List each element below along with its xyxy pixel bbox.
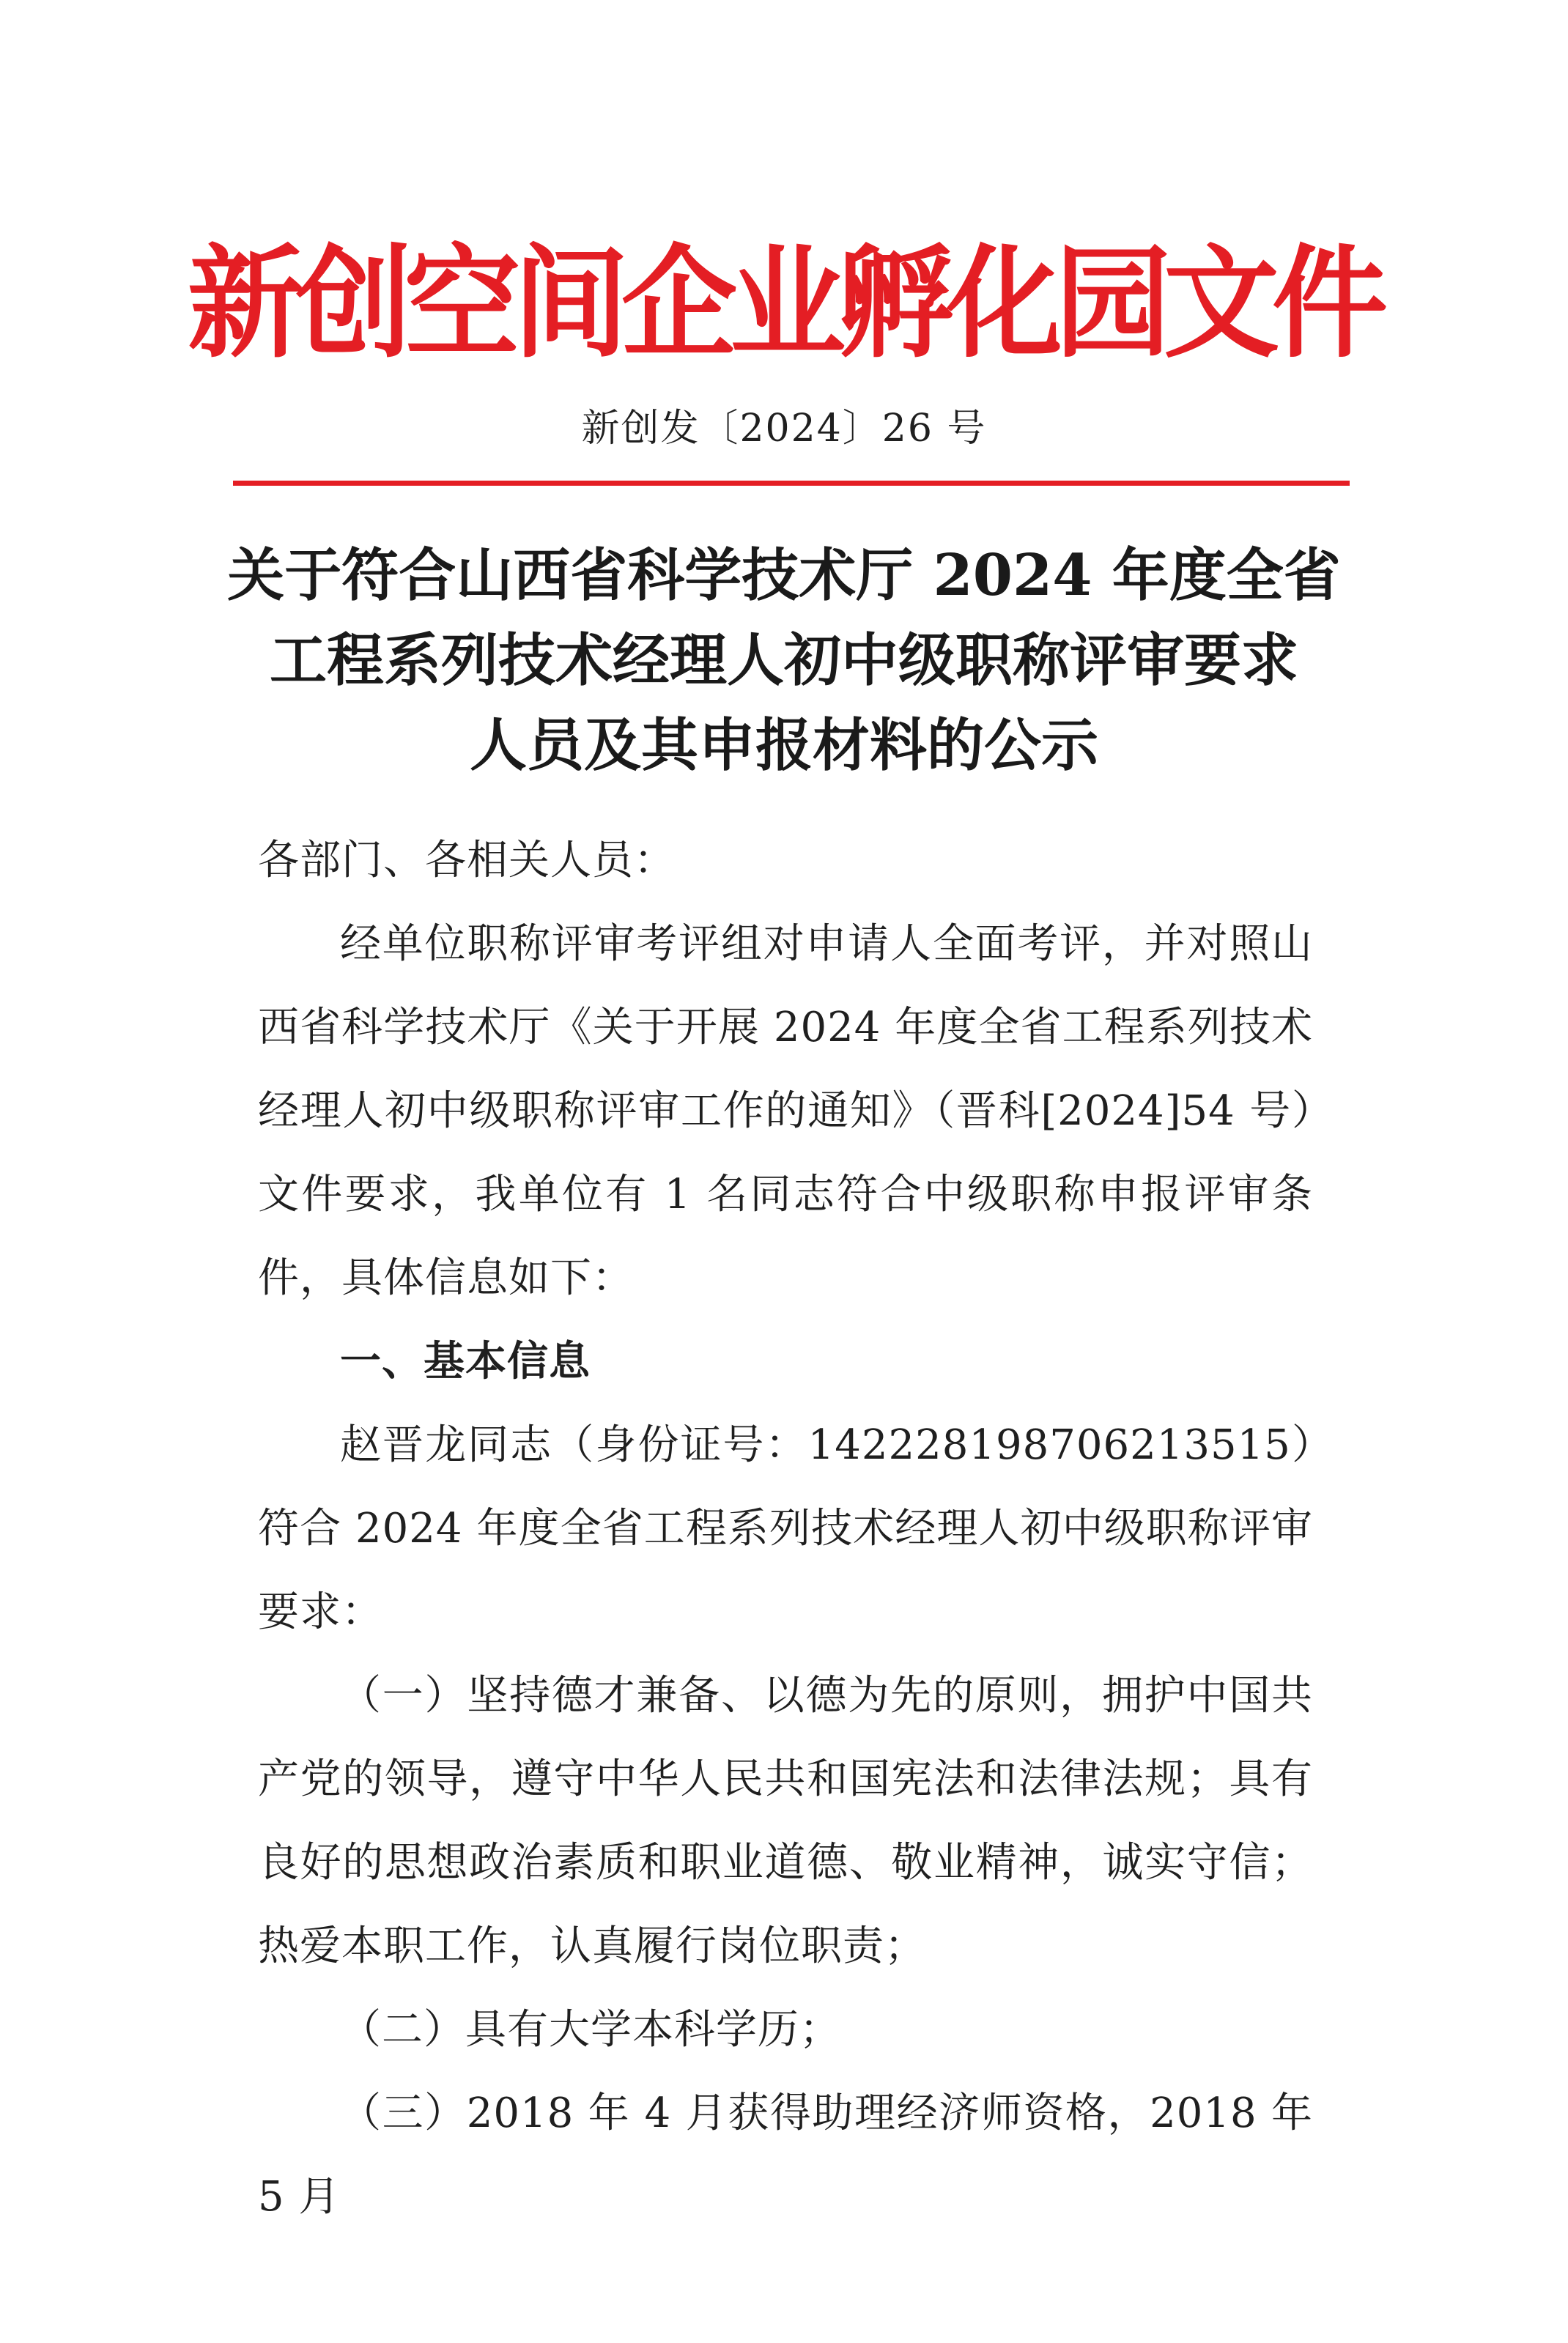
document-body — [258, 819, 1313, 2239]
basic-info-paragraph: 赵晋龙同志（身份证号：142228198706213515）符合 2024 年度全省工程系列技术经理人初中级职称评审要求： — [258, 1421, 1313, 1636]
document-title-line: 人员及其申报材料的公示 — [469, 712, 1098, 779]
document-title-line: 工程系列技术经理人初中级职称评审要求 — [269, 627, 1298, 694]
document-number: 新创发〔2024〕26 号 — [581, 407, 987, 451]
org-header-title: 新创空间企业孵化园文件 — [188, 233, 1380, 375]
intro-paragraph: 经单位职称评审考评组对申请人全面考评，并对照山西省科学技术厅《关于开展 2024 年度全省工程系列技术经理人初中级职称评审工作的通知》（晋科[2024]54 号）文件要求，我单位有 1 名同志符合中级职称申报评审条件，具体信息如下： — [258, 920, 1313, 1302]
section-heading-basic-info: 一、基本信息 — [340, 1338, 591, 1385]
salutation: 各部门、各相关人员： — [258, 837, 676, 884]
requirement-item: （二）具有大学本科学历； — [340, 2006, 841, 2054]
document-title — [183, 533, 1385, 788]
header-divider — [233, 481, 1350, 486]
requirement-item: （三）2018 年 4 月获得助理经济师资格，2018 年 5 月 — [258, 2090, 1313, 2221]
document-title-line: 关于符合山西省科学技术厅 2024 年度全省 — [227, 542, 1341, 609]
requirement-item: （一）坚持德才兼备、以德为先的原则，拥护中国共产党的领导，遵守中华人民共和国宪法和法律法规；具有良好的思想政治素质和职业道德、敬业精神，诚实守信；热爱本职工作，认真履行岗位职责； — [258, 1672, 1313, 1970]
